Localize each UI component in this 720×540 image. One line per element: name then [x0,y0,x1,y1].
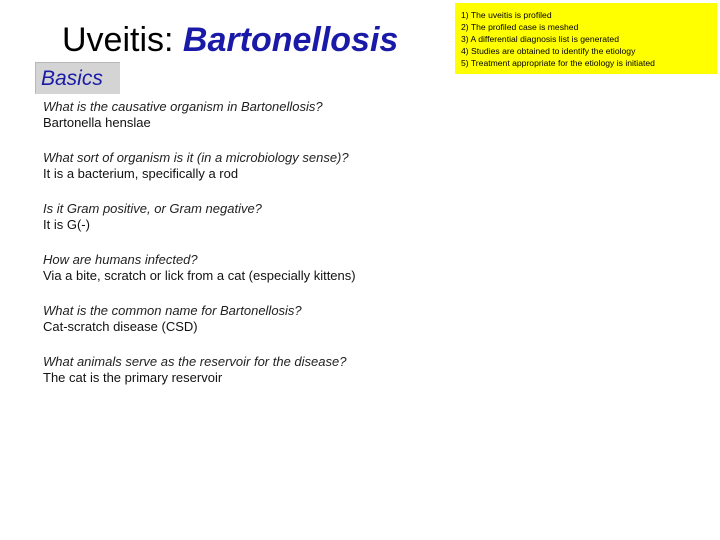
qa-item [43,303,463,354]
qa-item [43,150,463,201]
answer: Cat-scratch disease (CSD) [43,319,198,334]
qa-item [43,201,463,252]
question: What sort of organism is it (in a microbiology sense)? [43,150,349,165]
question: Is it Gram positive, or Gram negative? [43,201,262,216]
section-label: Basics [35,62,120,94]
step-item: 4) Studies are obtained to identify the etiology [461,46,636,56]
slide-title [62,20,398,60]
question: What is the causative organism in Bartonellosis? [43,99,323,114]
answer: It is G(-) [43,217,90,232]
question: What is the common name for Bartonellosis? [43,303,302,318]
answer: The cat is the primary reservoir [43,370,223,385]
question: How are humans infected? [43,252,198,267]
answer: Via a bite, scratch or lick from a cat (especially kittens) [43,268,356,283]
step-item: 3) A differential diagnosis list is generated [461,34,619,44]
step-item: 5) Treatment appropriate for the etiology is initiated [461,58,655,68]
title-topic: Bartonellosis [182,21,399,59]
qa-item [43,354,463,405]
qa-item [43,99,463,150]
answer: It is a bacterium, specifically a rod [43,166,239,181]
qa-list [43,99,463,405]
qa-item [43,252,463,303]
question: What animals serve as the reservoir for the disease? [43,354,347,369]
step-item: 2) The profiled case is meshed [461,22,579,32]
title-prefix: Uveitis: [62,21,183,59]
answer: Bartonella henslae [43,115,151,130]
steps-box [455,3,717,74]
step-item: 1) The uveitis is profiled [461,10,552,20]
